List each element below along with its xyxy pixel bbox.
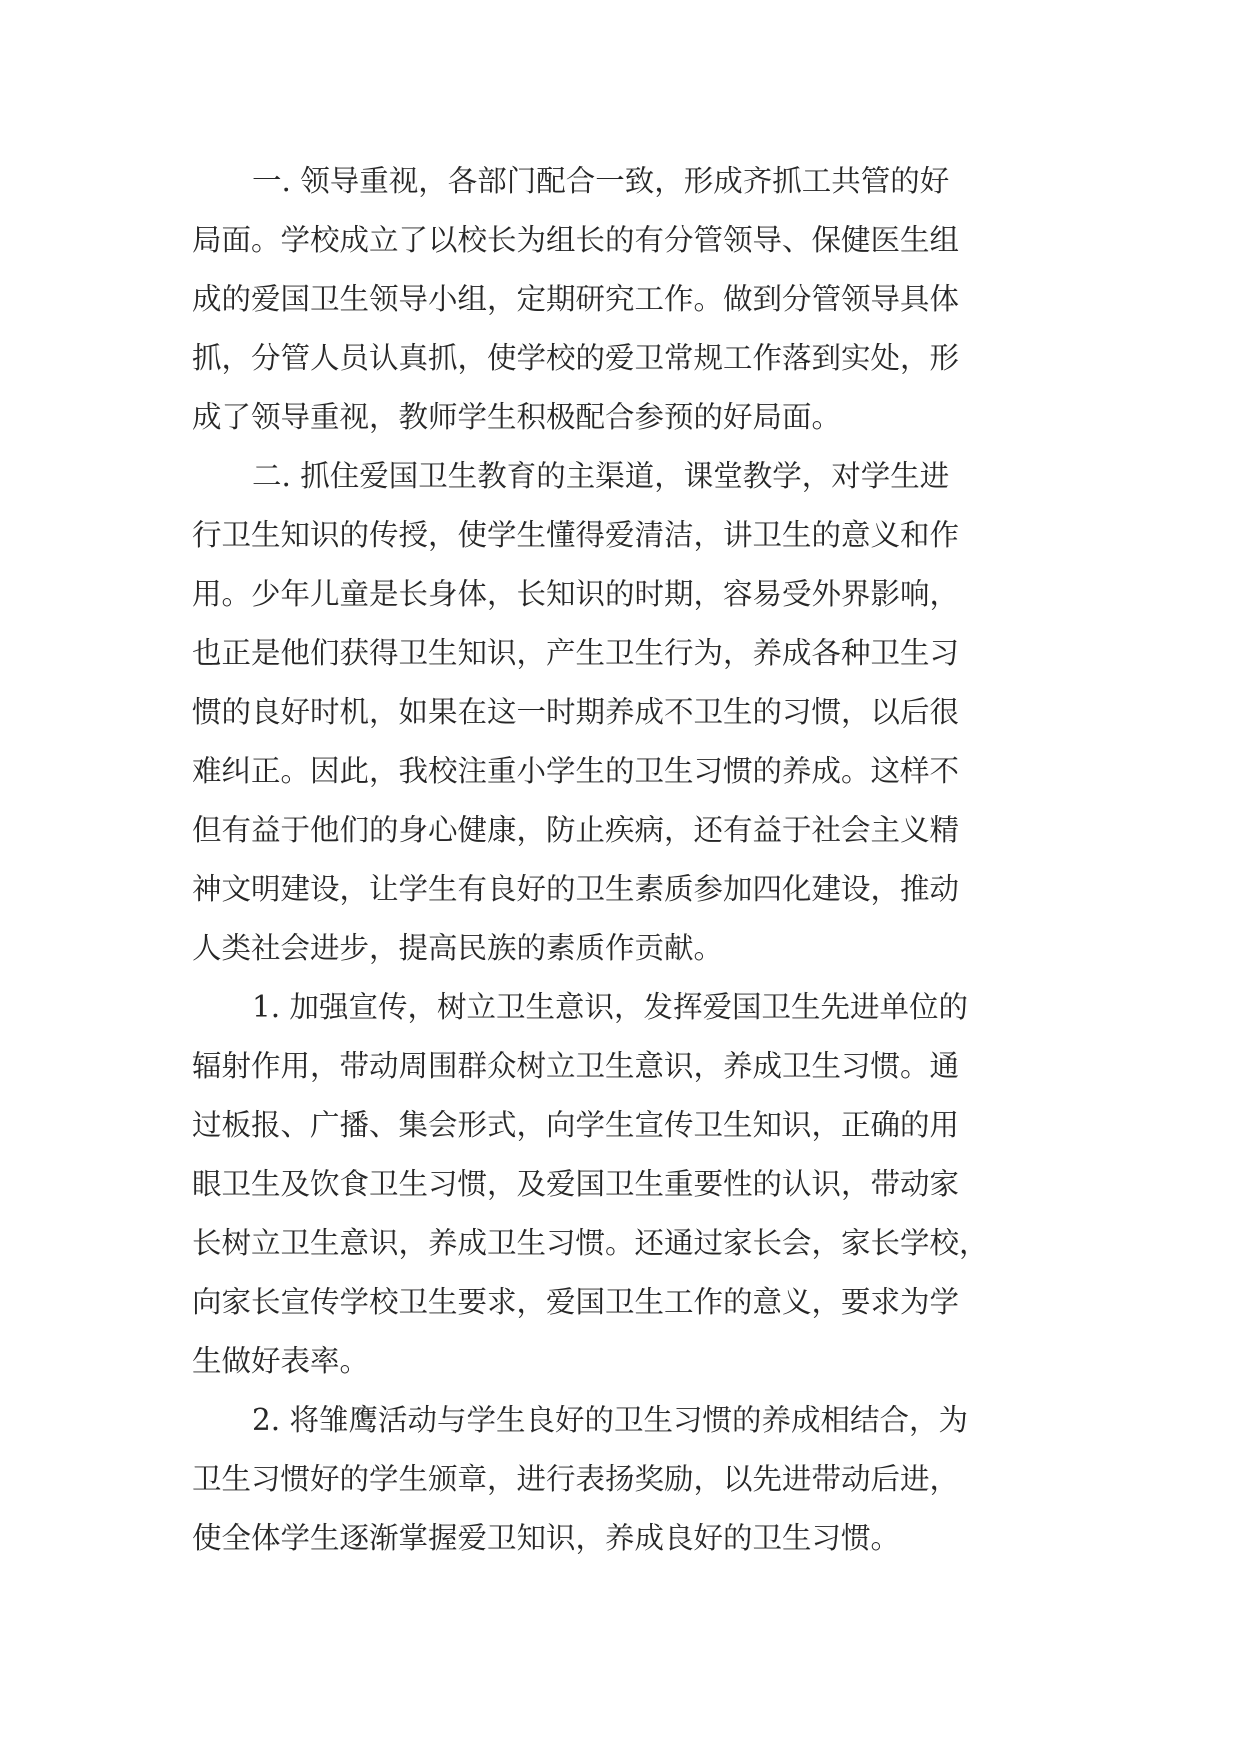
text-line: 向家长宣传学校卫生要求，爱国卫生工作的意义，要求为学 [192,1285,960,1319]
text-line: 使全体学生逐渐掌握爱卫知识，养成良好的卫生习惯。 [192,1521,901,1555]
text-line: 卫生习惯好的学生颁章，进行表扬奖励，以先进带动后进， [192,1462,960,1496]
text-line: 眼卫生及饮食卫生习惯，及爱国卫生重要性的认识，带动家 [192,1167,960,1201]
text-line: 1. 加强宣传，树立卫生意识，发挥爱国卫生先进单位的 [252,990,969,1024]
text-line: 神文明建设，让学生有良好的卫生素质参加四化建设，推动 [192,872,960,906]
text-line: 难纠正。因此，我校注重小学生的卫生习惯的养成。这样不 [192,754,960,788]
text-line: 生做好表率。 [192,1344,370,1378]
paragraph-eaglet-activity [192,1391,1058,1568]
text-line: 抓，分管人员认真抓，使学校的爱卫常规工作落到实处，形 [192,341,960,375]
text-line: 成的爱国卫生领导小组，定期研究工作。做到分管领导具体 [192,282,960,316]
text-line: 2. 将雏鹰活动与学生良好的卫生习惯的养成相结合，为 [252,1403,969,1437]
text-line: 人类社会进步，提高民族的素质作贡献。 [192,931,724,965]
text-line: 成了领导重视，教师学生积极配合参预的好局面。 [192,400,842,434]
paragraph-leadership [192,152,1058,447]
text-line: 辐射作用，带动周围群众树立卫生意识，养成卫生习惯。通 [192,1049,960,1083]
text-line: 一. 领导重视，各部门配合一致，形成齐抓工共管的好 [252,164,950,198]
paragraph-publicity [192,978,1058,1391]
text-line: 也正是他们获得卫生知识，产生卫生行为，养成各种卫生习 [192,636,960,670]
text-line: 惯的良好时机，如果在这一时期养成不卫生的习惯，以后很 [192,695,960,729]
text-line: 行卫生知识的传授，使学生懂得爱清洁，讲卫生的意义和作 [192,518,960,552]
text-line: 过板报、广播、集会形式，向学生宣传卫生知识，正确的用 [192,1108,960,1142]
paragraph-health-education [192,447,1058,978]
text-line: 长树立卫生意识，养成卫生习惯。还通过家长会，家长学校， [192,1226,989,1260]
text-line: 二. 抓住爱国卫生教育的主渠道，课堂教学，对学生进 [252,459,950,493]
document-body [192,152,1058,1568]
text-line: 局面。学校成立了以校长为组长的有分管领导、保健医生组 [192,223,960,257]
text-line: 用。少年儿童是长身体，长知识的时期，容易受外界影响， [192,577,960,611]
text-line: 但有益于他们的身心健康，防止疾病，还有益于社会主义精 [192,813,960,847]
